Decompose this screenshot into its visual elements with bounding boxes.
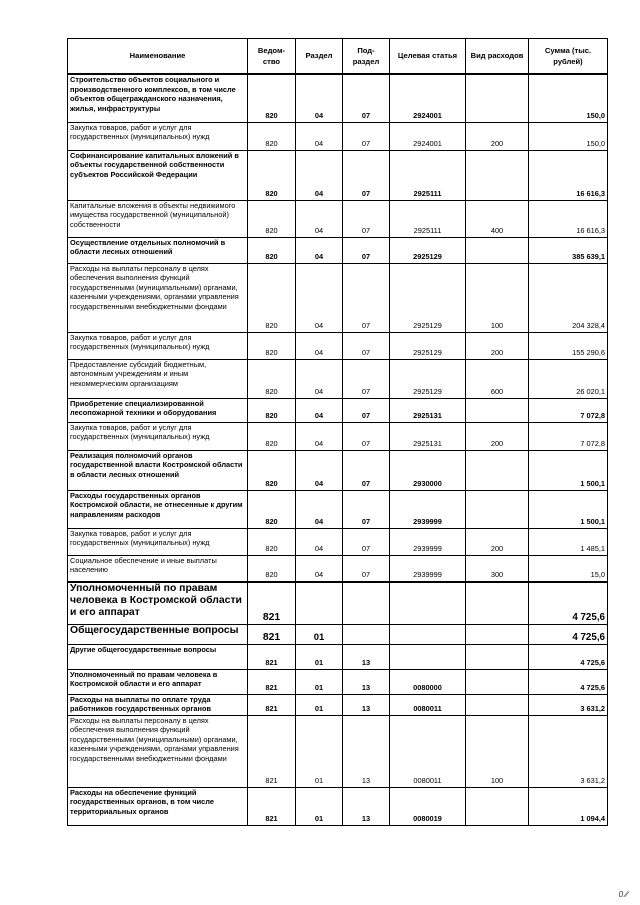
- cell-celevaya-statya: 2924001: [390, 74, 466, 122]
- cell-celevaya-statya: [390, 644, 466, 669]
- cell-name: Закупка товаров, работ и услуг для государственных (муниципальных) нужд: [68, 122, 248, 150]
- table-row: [68, 787, 608, 825]
- cell-podrazdel: 13: [343, 715, 390, 787]
- cell-razdel: 04: [296, 450, 343, 490]
- cell-celevaya-statya: 2925111: [390, 150, 466, 200]
- cell-vid-raskhodov: [466, 787, 529, 825]
- table-row: [68, 332, 608, 359]
- cell-celevaya-statya: 2939999: [390, 555, 466, 582]
- cell-podrazdel: 13: [343, 787, 390, 825]
- table-row: [68, 359, 608, 398]
- cell-name: Осуществление отдельных полномочий в области лесных отношений: [68, 237, 248, 263]
- cell-vedomstvo: 820: [248, 237, 296, 263]
- cell-podrazdel: 07: [343, 450, 390, 490]
- cell-razdel: 04: [296, 263, 343, 332]
- cell-vid-raskhodov: [466, 582, 529, 624]
- cell-summa: 4 725,6: [529, 644, 608, 669]
- cell-razdel: 04: [296, 122, 343, 150]
- cell-summa: 150,0: [529, 74, 608, 122]
- cell-summa: 16 616,3: [529, 150, 608, 200]
- cell-podrazdel: 13: [343, 644, 390, 669]
- cell-name: Реализация полномочий органов государственной власти Костромской области в области лесных отношений: [68, 450, 248, 490]
- cell-razdel: 04: [296, 150, 343, 200]
- page-mark: 0 ∕∕: [618, 890, 628, 899]
- cell-podrazdel: 07: [343, 122, 390, 150]
- cell-vid-raskhodov: 300: [466, 555, 529, 582]
- header-summa: Сумма (тыс. рублей): [529, 39, 608, 75]
- cell-podrazdel: 13: [343, 694, 390, 715]
- table-row: [68, 122, 608, 150]
- cell-razdel: 01: [296, 669, 343, 694]
- cell-podrazdel: 07: [343, 490, 390, 528]
- cell-razdel: 01: [296, 787, 343, 825]
- header-podrazdel: Под-раздел: [343, 39, 390, 75]
- cell-razdel: 04: [296, 359, 343, 398]
- cell-vedomstvo: 821: [248, 715, 296, 787]
- cell-podrazdel: 07: [343, 398, 390, 422]
- cell-vid-raskhodov: 200: [466, 122, 529, 150]
- cell-vid-raskhodov: 100: [466, 263, 529, 332]
- cell-summa: 1 500,1: [529, 450, 608, 490]
- table-row: [68, 624, 608, 644]
- cell-summa: 1 500,1: [529, 490, 608, 528]
- cell-podrazdel: 07: [343, 555, 390, 582]
- cell-celevaya-statya: 2925111: [390, 200, 466, 237]
- table-row: [68, 263, 608, 332]
- cell-razdel: [296, 582, 343, 624]
- cell-podrazdel: [343, 624, 390, 644]
- cell-name: Другие общегосударственные вопросы: [68, 644, 248, 669]
- cell-podrazdel: [343, 582, 390, 624]
- cell-vedomstvo: 820: [248, 422, 296, 450]
- cell-name: Софинансирование капитальных вложений в объекты государственной собственности субъектов Российской Федерации: [68, 150, 248, 200]
- cell-celevaya-statya: 0080019: [390, 787, 466, 825]
- cell-vedomstvo: 821: [248, 669, 296, 694]
- cell-vedomstvo: 820: [248, 490, 296, 528]
- cell-vedomstvo: 820: [248, 359, 296, 398]
- cell-podrazdel: 07: [343, 422, 390, 450]
- cell-celevaya-statya: 0080011: [390, 694, 466, 715]
- cell-summa: 204 328,4: [529, 263, 608, 332]
- cell-podrazdel: 07: [343, 150, 390, 200]
- header-vid-raskhodov: Вид расходов: [466, 39, 529, 75]
- table-row: [68, 490, 608, 528]
- table-row: [68, 74, 608, 122]
- cell-summa: 4 725,6: [529, 624, 608, 644]
- cell-vedomstvo: 820: [248, 150, 296, 200]
- cell-razdel: 04: [296, 490, 343, 528]
- cell-vid-raskhodov: [466, 450, 529, 490]
- cell-podrazdel: 07: [343, 359, 390, 398]
- cell-celevaya-statya: [390, 582, 466, 624]
- table-row: [68, 644, 608, 669]
- cell-summa: 1 094,4: [529, 787, 608, 825]
- cell-name: Капитальные вложения в объекты недвижимого имущества государственной (муниципальной) собственности: [68, 200, 248, 237]
- cell-name: Предоставление субсидий бюджетным, автономным учреждениям и иным некоммерческим организациям: [68, 359, 248, 398]
- header-razdel: Раздел: [296, 39, 343, 75]
- cell-name: Расходы на выплаты персоналу в целях обеспечения выполнения функций государственными (муниципальными) органами, казенными учреждениями, органами управления государственными внебюджетными фондами: [68, 715, 248, 787]
- cell-vid-raskhodov: 200: [466, 528, 529, 555]
- table-row: [68, 669, 608, 694]
- cell-vedomstvo: 820: [248, 332, 296, 359]
- cell-summa: 15,0: [529, 555, 608, 582]
- cell-razdel: 04: [296, 332, 343, 359]
- cell-vid-raskhodov: [466, 644, 529, 669]
- cell-summa: 7 072,8: [529, 422, 608, 450]
- cell-razdel: 01: [296, 644, 343, 669]
- cell-celevaya-statya: 2939999: [390, 490, 466, 528]
- cell-vid-raskhodov: [466, 669, 529, 694]
- cell-vedomstvo: 820: [248, 200, 296, 237]
- cell-celevaya-statya: 2925129: [390, 359, 466, 398]
- cell-razdel: 01: [296, 694, 343, 715]
- cell-name: Социальное обеспечение и иные выплаты населению: [68, 555, 248, 582]
- cell-celevaya-statya: 0080011: [390, 715, 466, 787]
- cell-name: Расходы на обеспечение функций государственных органов, в том числе территориальных органов: [68, 787, 248, 825]
- cell-celevaya-statya: 2925131: [390, 422, 466, 450]
- cell-name: Уполномоченный по правам человека в Костромской области и его аппарат: [68, 582, 248, 624]
- cell-vid-raskhodov: [466, 694, 529, 715]
- cell-razdel: 04: [296, 422, 343, 450]
- table-row: [68, 200, 608, 237]
- cell-summa: 3 631,2: [529, 694, 608, 715]
- cell-vedomstvo: 821: [248, 624, 296, 644]
- cell-razdel: 04: [296, 74, 343, 122]
- cell-vid-raskhodov: 400: [466, 200, 529, 237]
- cell-razdel: 04: [296, 237, 343, 263]
- cell-podrazdel: 07: [343, 74, 390, 122]
- cell-vid-raskhodov: [466, 398, 529, 422]
- cell-name: Расходы на выплаты персоналу в целях обеспечения выполнения функций государственными (муниципальными) органами, казенными учреждениями, органами управления государственными внебюджетными фондами: [68, 263, 248, 332]
- cell-name: Уполномоченный по правам человека в Костромской области и его аппарат: [68, 669, 248, 694]
- cell-vedomstvo: 820: [248, 555, 296, 582]
- cell-name: Закупка товаров, работ и услуг для государственных (муниципальных) нужд: [68, 422, 248, 450]
- cell-summa: 4 725,6: [529, 582, 608, 624]
- cell-razdel: 04: [296, 398, 343, 422]
- cell-vedomstvo: 821: [248, 582, 296, 624]
- cell-vedomstvo: 820: [248, 74, 296, 122]
- cell-vid-raskhodov: [466, 74, 529, 122]
- cell-summa: 1 485,1: [529, 528, 608, 555]
- table-row: [68, 150, 608, 200]
- cell-vid-raskhodov: [466, 237, 529, 263]
- cell-summa: 26 020,1: [529, 359, 608, 398]
- cell-celevaya-statya: 2925129: [390, 237, 466, 263]
- cell-vedomstvo: 821: [248, 787, 296, 825]
- table-row: [68, 715, 608, 787]
- cell-name: Закупка товаров, работ и услуг для государственных (муниципальных) нужд: [68, 528, 248, 555]
- cell-vid-raskhodov: 200: [466, 422, 529, 450]
- cell-summa: 7 072,8: [529, 398, 608, 422]
- header-name: Наименование: [68, 39, 248, 75]
- cell-summa: 3 631,2: [529, 715, 608, 787]
- cell-vedomstvo: 820: [248, 398, 296, 422]
- table-row: [68, 528, 608, 555]
- cell-name: Общегосударственные вопросы: [68, 624, 248, 644]
- cell-razdel: 04: [296, 200, 343, 237]
- header-vedomstvo: Ведом-ство: [248, 39, 296, 75]
- table-row: [68, 237, 608, 263]
- cell-celevaya-statya: 2930000: [390, 450, 466, 490]
- cell-summa: 155 290,6: [529, 332, 608, 359]
- cell-vid-raskhodov: 200: [466, 332, 529, 359]
- cell-vedomstvo: 820: [248, 122, 296, 150]
- cell-razdel: 04: [296, 528, 343, 555]
- table-body: [68, 74, 608, 825]
- cell-vid-raskhodov: 100: [466, 715, 529, 787]
- table-row: [68, 555, 608, 582]
- cell-vedomstvo: 820: [248, 528, 296, 555]
- table-row: [68, 450, 608, 490]
- header-celevaya-statya: Целевая статья: [390, 39, 466, 75]
- cell-celevaya-statya: 2939999: [390, 528, 466, 555]
- cell-celevaya-statya: 0080000: [390, 669, 466, 694]
- cell-celevaya-statya: 2925129: [390, 263, 466, 332]
- table-header-row: [68, 39, 608, 75]
- table-row: [68, 694, 608, 715]
- cell-name: Расходы на выплаты по оплате труда работников государственных органов: [68, 694, 248, 715]
- cell-summa: 16 616,3: [529, 200, 608, 237]
- table-row: [68, 422, 608, 450]
- cell-razdel: 01: [296, 715, 343, 787]
- cell-celevaya-statya: 2924001: [390, 122, 466, 150]
- cell-vid-raskhodov: [466, 490, 529, 528]
- cell-podrazdel: 07: [343, 263, 390, 332]
- cell-vid-raskhodov: [466, 150, 529, 200]
- cell-vedomstvo: 820: [248, 450, 296, 490]
- budget-table: [67, 38, 608, 826]
- cell-podrazdel: 07: [343, 332, 390, 359]
- cell-name: Приобретение специализированной лесопожарной техники и оборудования: [68, 398, 248, 422]
- cell-summa: 4 725,6: [529, 669, 608, 694]
- cell-celevaya-statya: [390, 624, 466, 644]
- cell-podrazdel: 07: [343, 237, 390, 263]
- cell-summa: 150,0: [529, 122, 608, 150]
- cell-vedomstvo: 821: [248, 644, 296, 669]
- cell-celevaya-statya: 2925129: [390, 332, 466, 359]
- cell-name: Строительство объектов социального и производственного комплексов, в том числе объектов общегражданского назначения, жилья, инфраструктуры: [68, 74, 248, 122]
- cell-razdel: 01: [296, 624, 343, 644]
- cell-name: Расходы государственных органов Костромской области, не отнесенные к другим направлениям расходов: [68, 490, 248, 528]
- cell-podrazdel: 13: [343, 669, 390, 694]
- cell-vedomstvo: 820: [248, 263, 296, 332]
- cell-celevaya-statya: 2925131: [390, 398, 466, 422]
- cell-vid-raskhodov: 600: [466, 359, 529, 398]
- cell-razdel: 04: [296, 555, 343, 582]
- cell-name: Закупка товаров, работ и услуг для государственных (муниципальных) нужд: [68, 332, 248, 359]
- cell-vid-raskhodov: [466, 624, 529, 644]
- table-row: [68, 398, 608, 422]
- cell-summa: 385 639,1: [529, 237, 608, 263]
- cell-vedomstvo: 821: [248, 694, 296, 715]
- table-row: [68, 582, 608, 624]
- cell-podrazdel: 07: [343, 200, 390, 237]
- cell-podrazdel: 07: [343, 528, 390, 555]
